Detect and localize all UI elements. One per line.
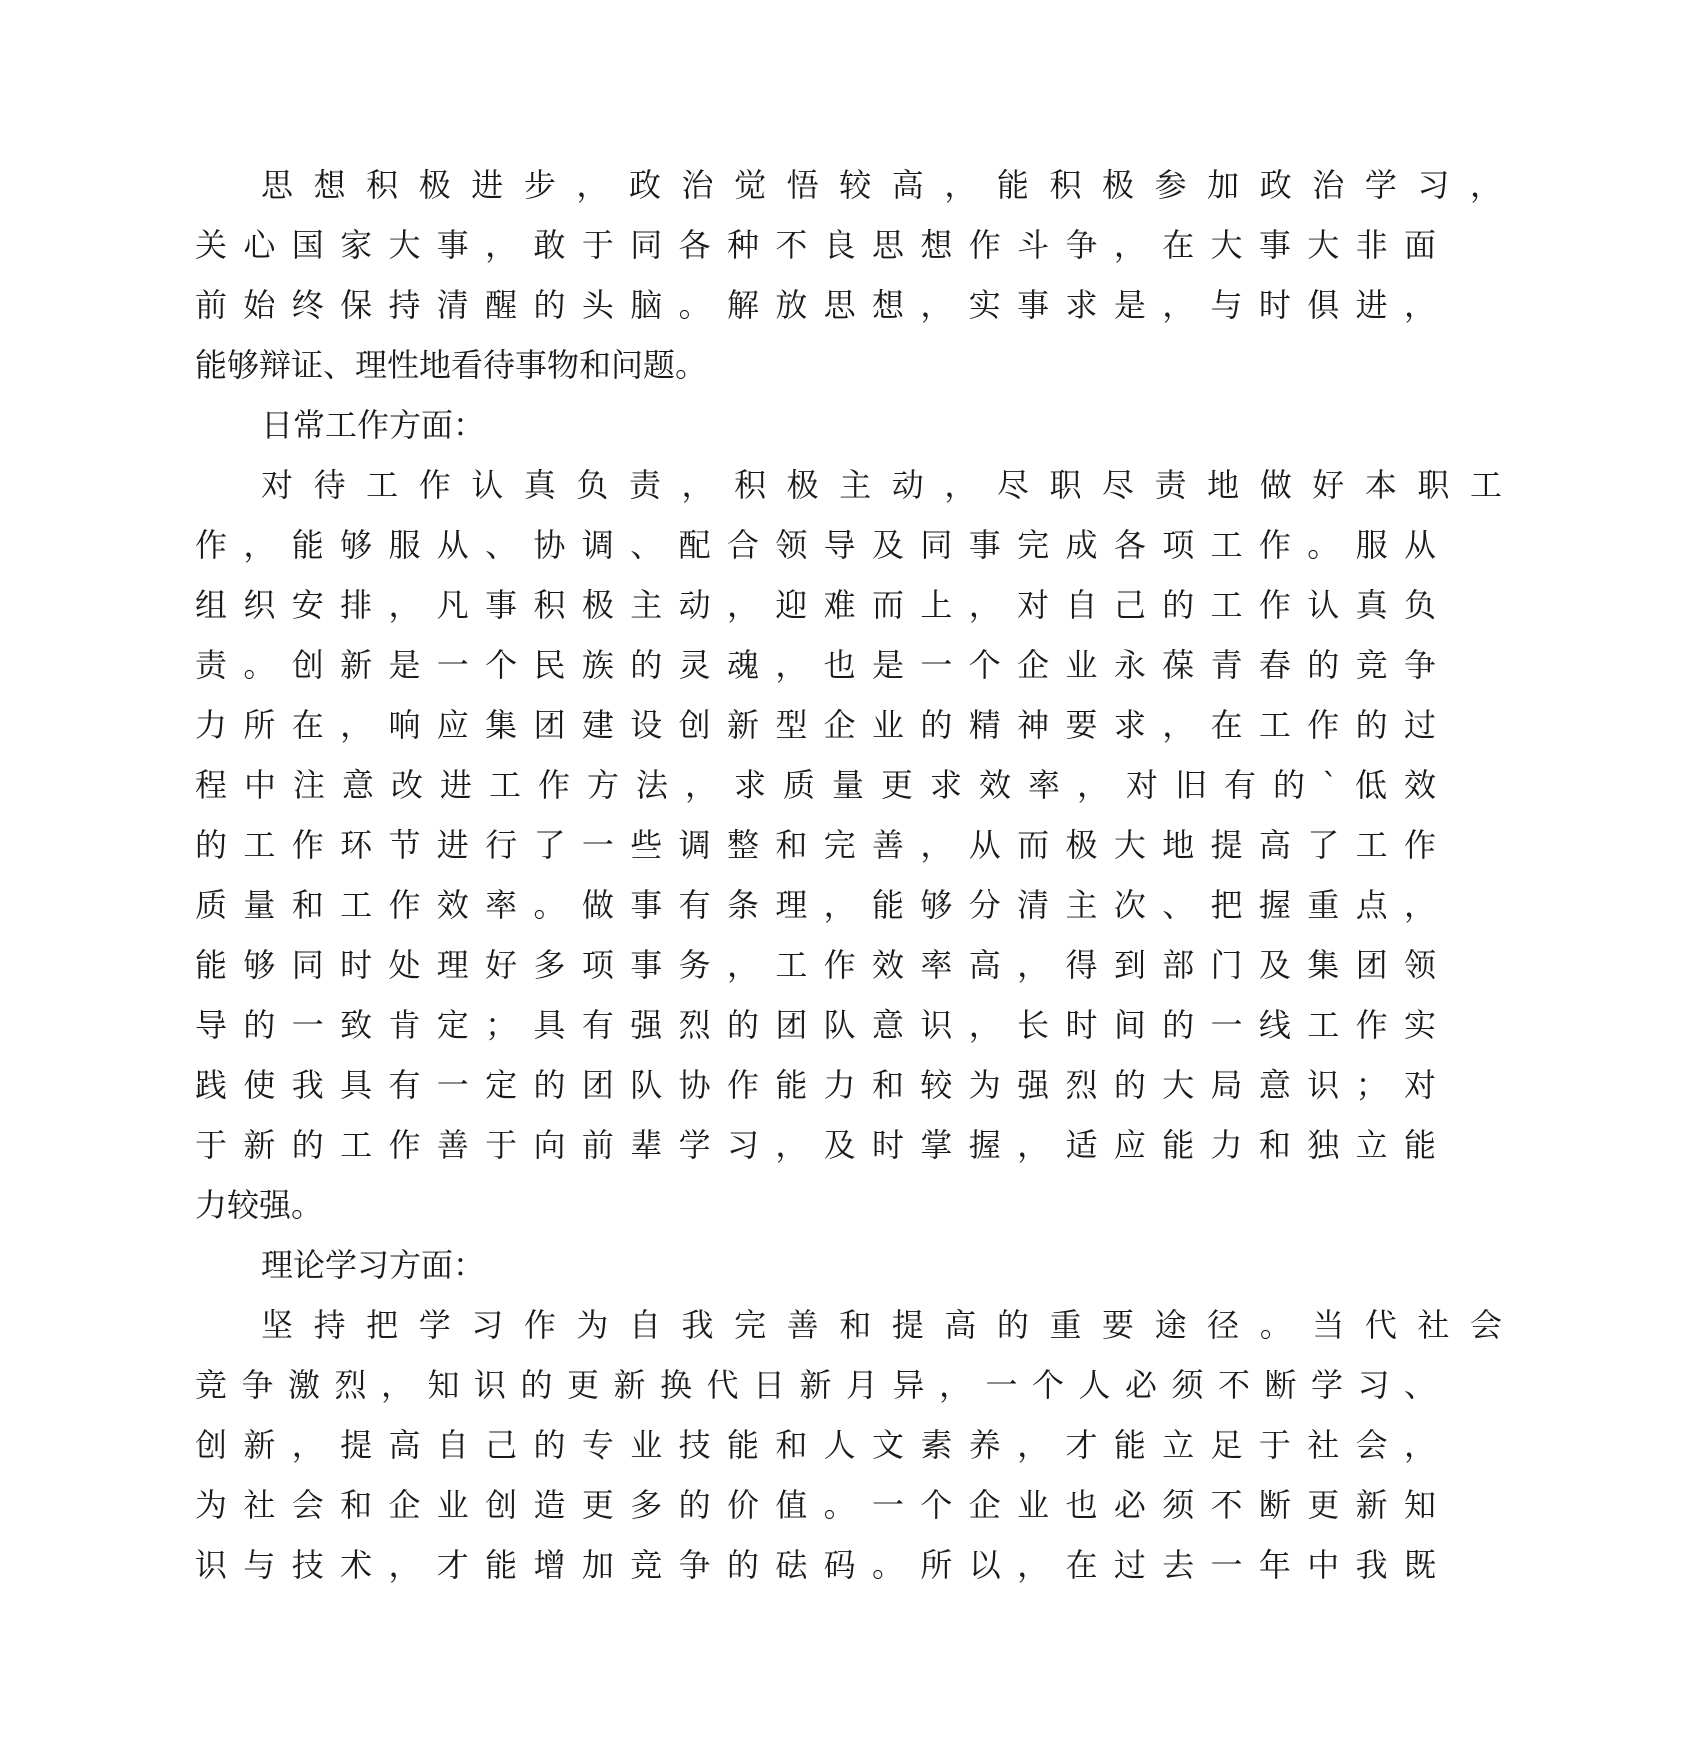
- text-line-9: 责。创新是一个民族的灵魂，也是一个企业永葆青春的竞争: [195, 646, 1436, 684]
- text-line-15: 导的一致肯定；具有强烈的团队意识，长时间的一线工作实: [195, 1006, 1436, 1044]
- text-line-20: 坚持把学习作为自我完善和提高的重要途径。当代社会: [261, 1306, 1502, 1344]
- text-line-8: 组织安排，凡事积极主动，迎难而上，对自己的工作认真负: [195, 586, 1436, 624]
- text-line-14: 能够同时处理好多项事务，工作效率高，得到部门及集团领: [195, 946, 1436, 984]
- text-line-4: 能够辩证、理性地看待事物和问题。: [195, 346, 708, 384]
- text-line-10: 力所在，响应集团建设创新型企业的精神要求，在工作的过: [195, 706, 1436, 744]
- text-line-21: 竞争激烈，知识的更新换代日新月异，一个人必须不断学习、: [195, 1366, 1436, 1404]
- text-line-22: 创新，提高自己的专业技能和人文素养，才能立足于社会，: [195, 1426, 1436, 1464]
- text-line-16: 践使我具有一定的团队协作能力和较为强烈的大局意识；对: [195, 1066, 1436, 1104]
- text-line-18: 力较强。: [195, 1186, 324, 1224]
- text-line-24: 识与技术，才能增加竞争的砝码。所以，在过去一年中我既: [195, 1546, 1436, 1584]
- section-heading-theory-study: 理论学习方面：: [261, 1246, 486, 1284]
- text-line-12: 的工作环节进行了一些调整和完善，从而极大地提高了工作: [195, 826, 1436, 864]
- text-line-17: 于新的工作善于向前辈学习，及时掌握，适应能力和独立能: [195, 1126, 1436, 1164]
- text-line-6: 对待工作认真负责，积极主动，尽职尽责地做好本职工: [261, 466, 1502, 504]
- text-line-3: 前始终保持清醒的头脑。解放思想，实事求是，与时俱进，: [195, 286, 1436, 324]
- text-line-7: 作，能够服从、协调、配合领导及同事完成各项工作。服从: [195, 526, 1436, 564]
- text-line-23: 为社会和企业创造更多的价值。一个企业也必须不断更新知: [195, 1486, 1436, 1524]
- text-line-1: 思想积极进步，政治觉悟较高，能积极参加政治学习，: [261, 166, 1502, 204]
- section-heading-daily-work: 日常工作方面：: [261, 406, 486, 444]
- text-line-2: 关心国家大事，敢于同各种不良思想作斗争，在大事大非面: [195, 226, 1436, 264]
- text-line-13: 质量和工作效率。做事有条理，能够分清主次、把握重点，: [195, 886, 1436, 924]
- text-line-11: 程中注意改进工作方法，求质量更求效率，对旧有的`低效: [195, 766, 1436, 804]
